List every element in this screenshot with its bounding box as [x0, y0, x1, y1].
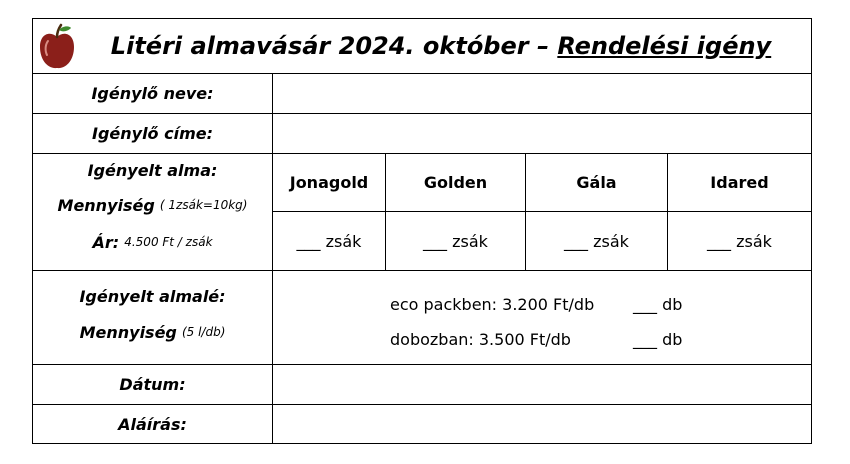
variety-quantity-field[interactable] — [386, 212, 525, 270]
quantity-blank: ___ zsák — [707, 231, 772, 251]
address-label: Igénylő címe: — [91, 124, 213, 143]
variety-name: Jonagold — [289, 173, 369, 192]
row-divider — [33, 270, 811, 271]
quantity-blank: ___ zsák — [564, 231, 629, 251]
juice-quantity-blank: ___ db — [633, 330, 683, 349]
apple-label: Igényelt alma: — [87, 160, 218, 180]
quantity-label: Mennyiség — [57, 195, 155, 215]
price-note: 4.500 Ft / zsák — [124, 235, 213, 249]
variety-quantity-field[interactable] — [273, 212, 385, 270]
order-form — [32, 18, 812, 444]
address-field[interactable] — [273, 114, 811, 153]
signature-label: Aláírás: — [118, 414, 187, 434]
juice-option-label: eco packben: 3.200 Ft/db — [390, 295, 595, 314]
address-label-cell — [33, 114, 272, 153]
price-label-cell — [33, 231, 272, 253]
form-title — [33, 19, 813, 73]
variety-header — [273, 154, 385, 211]
date-label-cell — [33, 365, 272, 404]
variety-header — [668, 154, 811, 211]
juice-quantity-label: Mennyiség — [79, 322, 177, 342]
juice-quantity-field[interactable] — [633, 295, 713, 315]
juice-quantity-label-cell — [33, 321, 272, 343]
quantity-note: ( 1zsák=10kg) — [159, 198, 248, 212]
juice-label: Igényelt almalé: — [79, 286, 226, 306]
price-label: Ár: — [92, 232, 120, 252]
signature-label-cell — [33, 405, 272, 443]
variety-quantity-field[interactable] — [526, 212, 667, 270]
variety-name: Golden — [423, 173, 488, 192]
juice-option — [390, 330, 630, 350]
juice-quantity-blank: ___ db — [633, 295, 683, 314]
date-label: Dátum: — [119, 375, 186, 394]
juice-quantity-field[interactable] — [633, 330, 713, 350]
title-underlined: Rendelési igény — [557, 32, 772, 60]
apple-label-cell — [33, 159, 272, 181]
variety-header — [386, 154, 525, 211]
name-label-cell — [33, 74, 272, 113]
juice-option-label: dobozban: 3.500 Ft/db — [390, 330, 571, 349]
juice-quantity-note: (5 l/db) — [181, 325, 226, 339]
variety-header — [526, 154, 667, 211]
signature-field[interactable] — [273, 405, 811, 443]
date-field[interactable] — [273, 365, 811, 404]
name-label: Igénylő neve: — [91, 84, 214, 103]
juice-label-cell — [33, 285, 272, 307]
variety-quantity-field[interactable] — [668, 212, 811, 270]
quantity-blank: ___ zsák — [296, 231, 362, 251]
quantity-blank: ___ zsák — [423, 231, 488, 251]
variety-name: Gála — [576, 173, 617, 192]
variety-name: Idared — [710, 173, 769, 192]
juice-option — [390, 295, 630, 315]
name-field[interactable] — [273, 74, 811, 113]
title-main: Litéri almavásár 2024. október – — [110, 32, 558, 60]
quantity-label-cell — [33, 194, 272, 216]
